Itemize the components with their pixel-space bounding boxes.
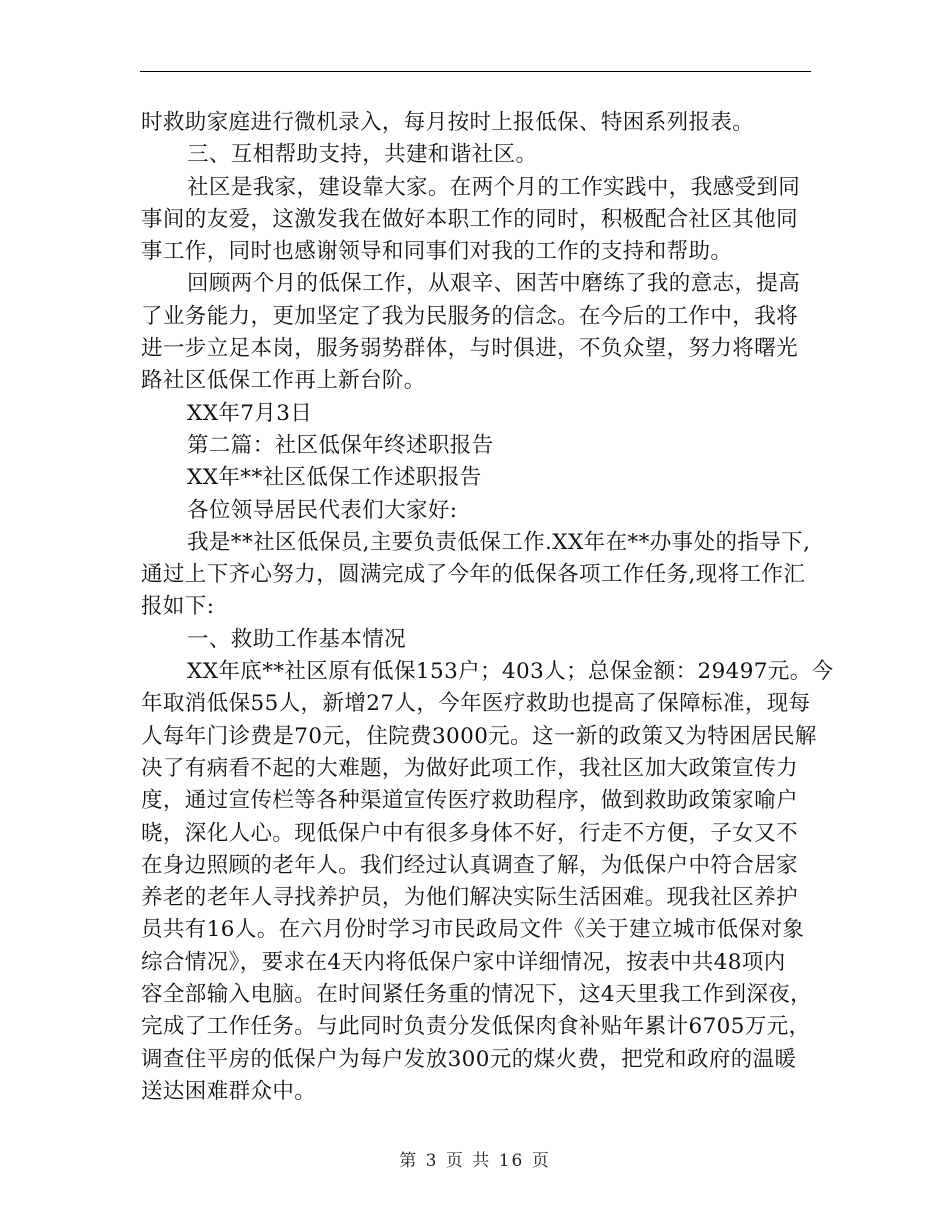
text-line: 调查住平房的低保户为每户发放300元的煤火费，把党和政府的温暖 — [141, 1046, 797, 1072]
text-line: 在身边照顾的老年人。我们经过认真调查了解，为低保户中符合居家 — [141, 852, 799, 878]
text-line: XX年底**社区原有低保153户；403人；总保金额：29497元。今 — [187, 659, 834, 685]
text-line: 完成了工作任务。与此同时负责分发低保肉食补贴年累计6705万元， — [141, 1014, 811, 1040]
text-line: 通过上下齐心努力，圆满完成了今年的低保各项工作任务,现将工作汇 — [141, 562, 806, 588]
text-line: 路社区低保工作再上新台阶。 — [141, 368, 426, 394]
text-line: 人每年门诊费是70元，住院费3000元。这一新的政策又为特困居民解 — [141, 723, 817, 749]
text-line: 晓，深化人心。现低保户中有很多身体不好，行走不方便，子女又不 — [141, 820, 799, 846]
text-line: 回顾两个月的低保工作，从艰辛、困苦中磨练了我的意志，提高 — [187, 271, 801, 297]
document-body — [141, 107, 834, 1108]
text-line: 各位领导居民代表们大家好: — [187, 497, 458, 523]
text-line: XX年**社区低保工作述职报告 — [187, 465, 482, 491]
text-line: 第二篇：社区低保年终述职报告 — [187, 432, 494, 458]
text-line: 了业务能力，更加坚定了我为民服务的信念。在今后的工作中，我将 — [141, 303, 799, 329]
text-line: 我是**社区低保员,主要负责低保工作.XX年在**办事处的指导下, — [187, 529, 811, 555]
text-line: 度，通过宣传栏等各种渠道宣传医疗救助程序，做到救助政策家喻户 — [141, 788, 799, 814]
text-line: 送达困难群众中。 — [141, 1078, 317, 1104]
text-line: 容全部输入电脑。在时间紧任务重的情况下，这4天里我工作到深夜， — [141, 982, 813, 1008]
text-line: 一、救助工作基本情况 — [187, 626, 407, 652]
text-line: 事工作，同时也感谢领导和同事们对我的工作的支持和帮助。 — [141, 239, 733, 265]
text-line: 决了有病看不起的大难题，为做好此项工作，我社区加大政策宣传力 — [141, 755, 799, 781]
text-line: 三、互相帮助支持，共建和谐社区。 — [187, 142, 538, 168]
header-rule — [140, 71, 811, 72]
text-line: 报如下: — [141, 594, 215, 620]
text-line: 社区是我家，建设靠大家。在两个月的工作实践中，我感受到同 — [187, 174, 801, 200]
text-line: 综合情况》，要求在4天内将低保户家中详细情况，按表中共48项内 — [141, 949, 786, 975]
text-line: 事间的友爱，这激发我在做好本职工作的同时，积极配合社区其他同 — [141, 206, 799, 232]
page-footer: 第 3 页 共 16 页 — [399, 1151, 551, 1171]
text-line: 员共有16人。在六月份时学习市民政局文件《关于建立城市低保对象 — [141, 917, 805, 943]
text-line: 养老的老年人寻找养护员，为他们解决实际生活困难。现我社区养护 — [141, 885, 799, 911]
text-line: 年取消低保55人，新增27人，今年医疗救助也提高了保障标准，现每 — [141, 691, 811, 717]
text-line: XX年7月3日 — [187, 400, 313, 426]
text-line: 时救助家庭进行微机录入，每月按时上报低保、特困系列报表。 — [141, 110, 755, 135]
text-line: 进一步立足本岗，服务弱势群体，与时俱进，不负众望，努力将曙光 — [141, 336, 799, 362]
